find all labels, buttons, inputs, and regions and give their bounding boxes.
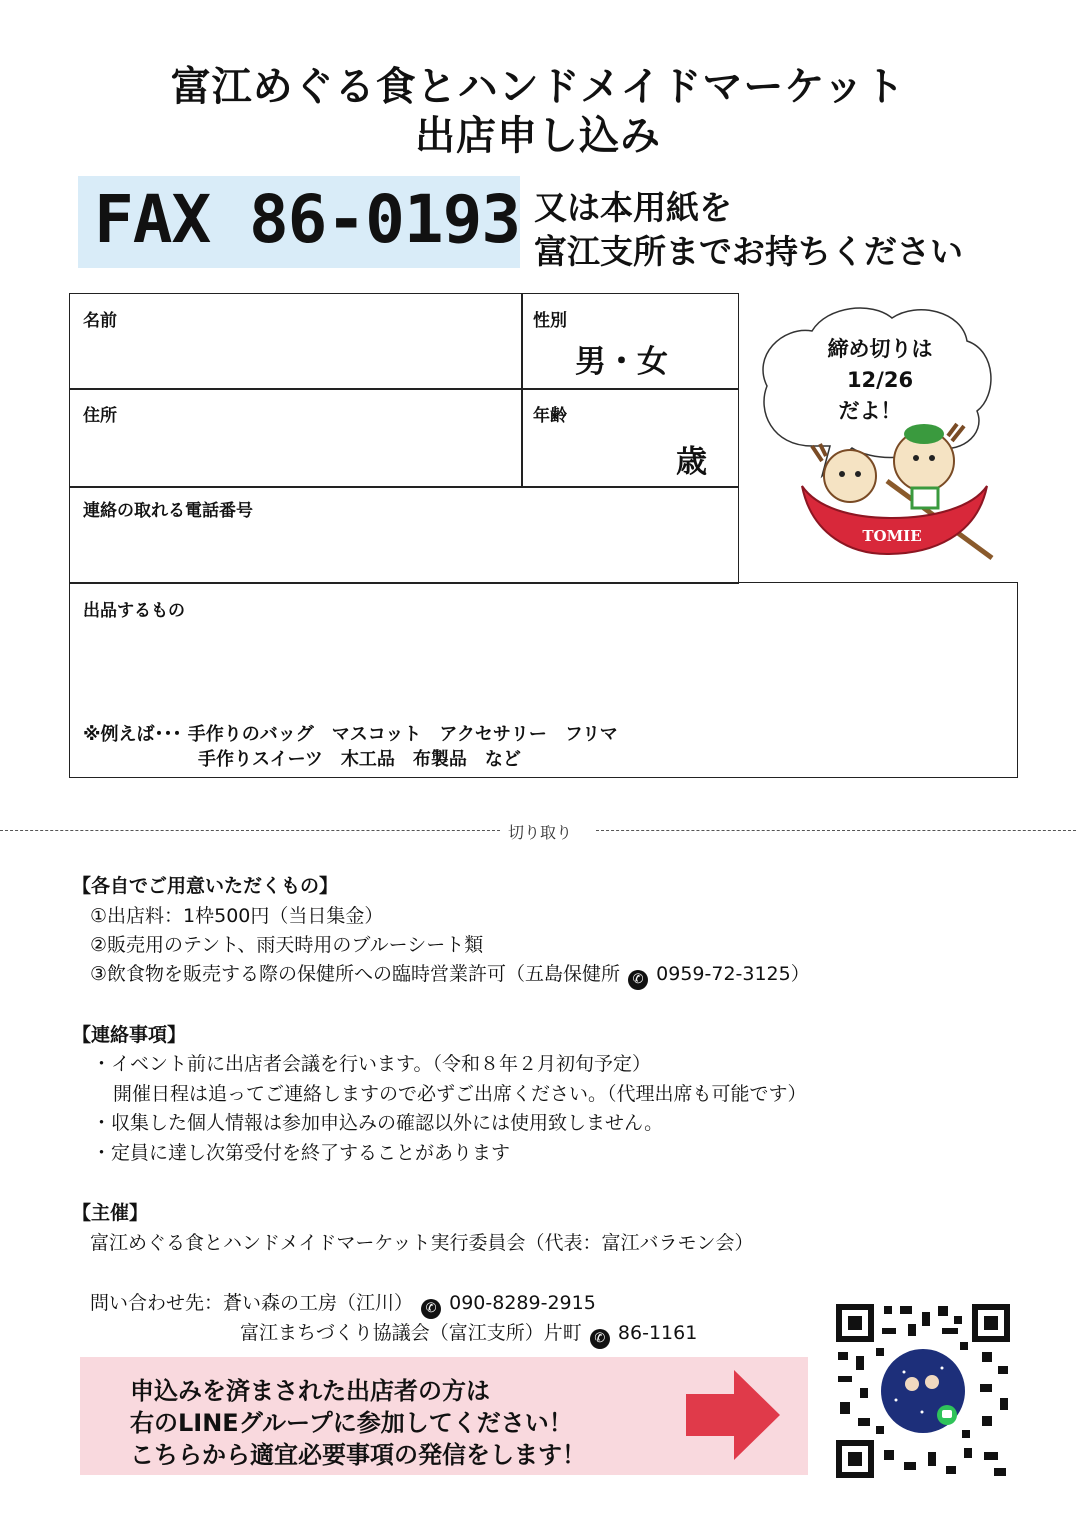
age-label: 年齢 (533, 406, 567, 426)
mascot-illustration (752, 296, 1000, 564)
notices-heading: 【連絡事項】 (72, 1024, 187, 1046)
example-line1: ※例えば･･･ 手作りのバッグ マスコット アクセサリー フリマ (83, 724, 618, 745)
phone-icon: ✆ (590, 1329, 610, 1349)
gender-value: 男・女 (575, 344, 668, 380)
notice-line2: 開催日程は追ってご連絡しますので必ずご出席ください。（代理出席も可能です） (113, 1083, 807, 1105)
notice-line1: ・イベント前に出店者会議を行います。（令和８年２月初旬予定） (92, 1053, 651, 1075)
contact-label2: 富江まちづくり協議会（富江支所）片町 (240, 1322, 582, 1344)
page-title: 富江めぐる食とハンドメイドマーケット (170, 64, 906, 110)
gender-label: 性別 (533, 311, 567, 331)
phone-icon: ✆ (628, 970, 648, 990)
phone-icon: ✆ (421, 1299, 441, 1319)
contact-phone2: 86-1161 (617, 1322, 698, 1344)
items-label: 出品するもの (83, 601, 185, 621)
line-group-line3: こちらから適宜必要事項の発信をします！ (130, 1441, 586, 1469)
bubble-line1: 締め切りは (827, 337, 933, 361)
bubble-line2: 12/26 (846, 368, 914, 392)
prepare-item2: ②販売用のテント、雨天時用のブルーシート類 (90, 934, 484, 956)
line-qr-code[interactable] (834, 1302, 1012, 1480)
page-subtitle: 出店申し込み (415, 113, 661, 159)
fax-number: FAX 86-0193 (94, 181, 521, 258)
contact-label1: 問い合わせ先：蒼い森の工房（江川） (90, 1292, 414, 1314)
bubble-line3: だよ！ (838, 399, 902, 423)
boat-label: TOMIE (862, 527, 922, 545)
cut-line-left (0, 830, 500, 831)
prepare-heading: 【各自でご用意いただくもの】 (72, 875, 339, 897)
line-group-line1: 申込みを済まされた出店者の方は (130, 1377, 490, 1405)
phone-label: 連絡の取れる電話番号 (83, 501, 253, 521)
cut-label: 切り取り (508, 823, 573, 842)
address-label: 住所 (83, 406, 117, 426)
prepare-item1: ①出店料：1枠500円（当日集金） (90, 905, 384, 927)
address-field[interactable] (69, 388, 523, 488)
fax-note-line1: 又は本用紙を (534, 188, 732, 227)
example-line2: 手作りスイーツ 木工品 布製品 など (198, 749, 521, 770)
prepare-item3-phone: 0959-72-3125） (656, 963, 810, 985)
prepare-item3 (90, 959, 810, 990)
fax-note-line2: 富江支所までお持ちください (534, 232, 963, 271)
name-label: 名前 (83, 311, 117, 331)
contact-line2 (240, 1318, 697, 1349)
arrow-right-icon (686, 1370, 780, 1460)
prepare-item3-text: ③飲食物を販売する際の保健所への臨時営業許可（五島保健所 (90, 963, 621, 985)
age-value: 歳 (676, 444, 707, 480)
name-field[interactable] (69, 293, 523, 390)
notice-line4: ・定員に達し次第受付を終了することがあります (92, 1142, 511, 1164)
organizer-heading: 【主催】 (72, 1202, 149, 1224)
line-group-line2: 右のLINEグループに参加してください！ (130, 1409, 573, 1437)
contact-line1 (90, 1288, 596, 1319)
notice-line3: ・収集した個人情報は参加申込みの確認以外には使用致しません。 (92, 1112, 664, 1134)
organizer-name: 富江めぐる食とハンドメイドマーケット実行委員会（代表：富江バラモン会） (90, 1232, 754, 1254)
cut-line-right (596, 830, 1076, 831)
contact-phone1: 090-8289-2915 (449, 1292, 596, 1314)
